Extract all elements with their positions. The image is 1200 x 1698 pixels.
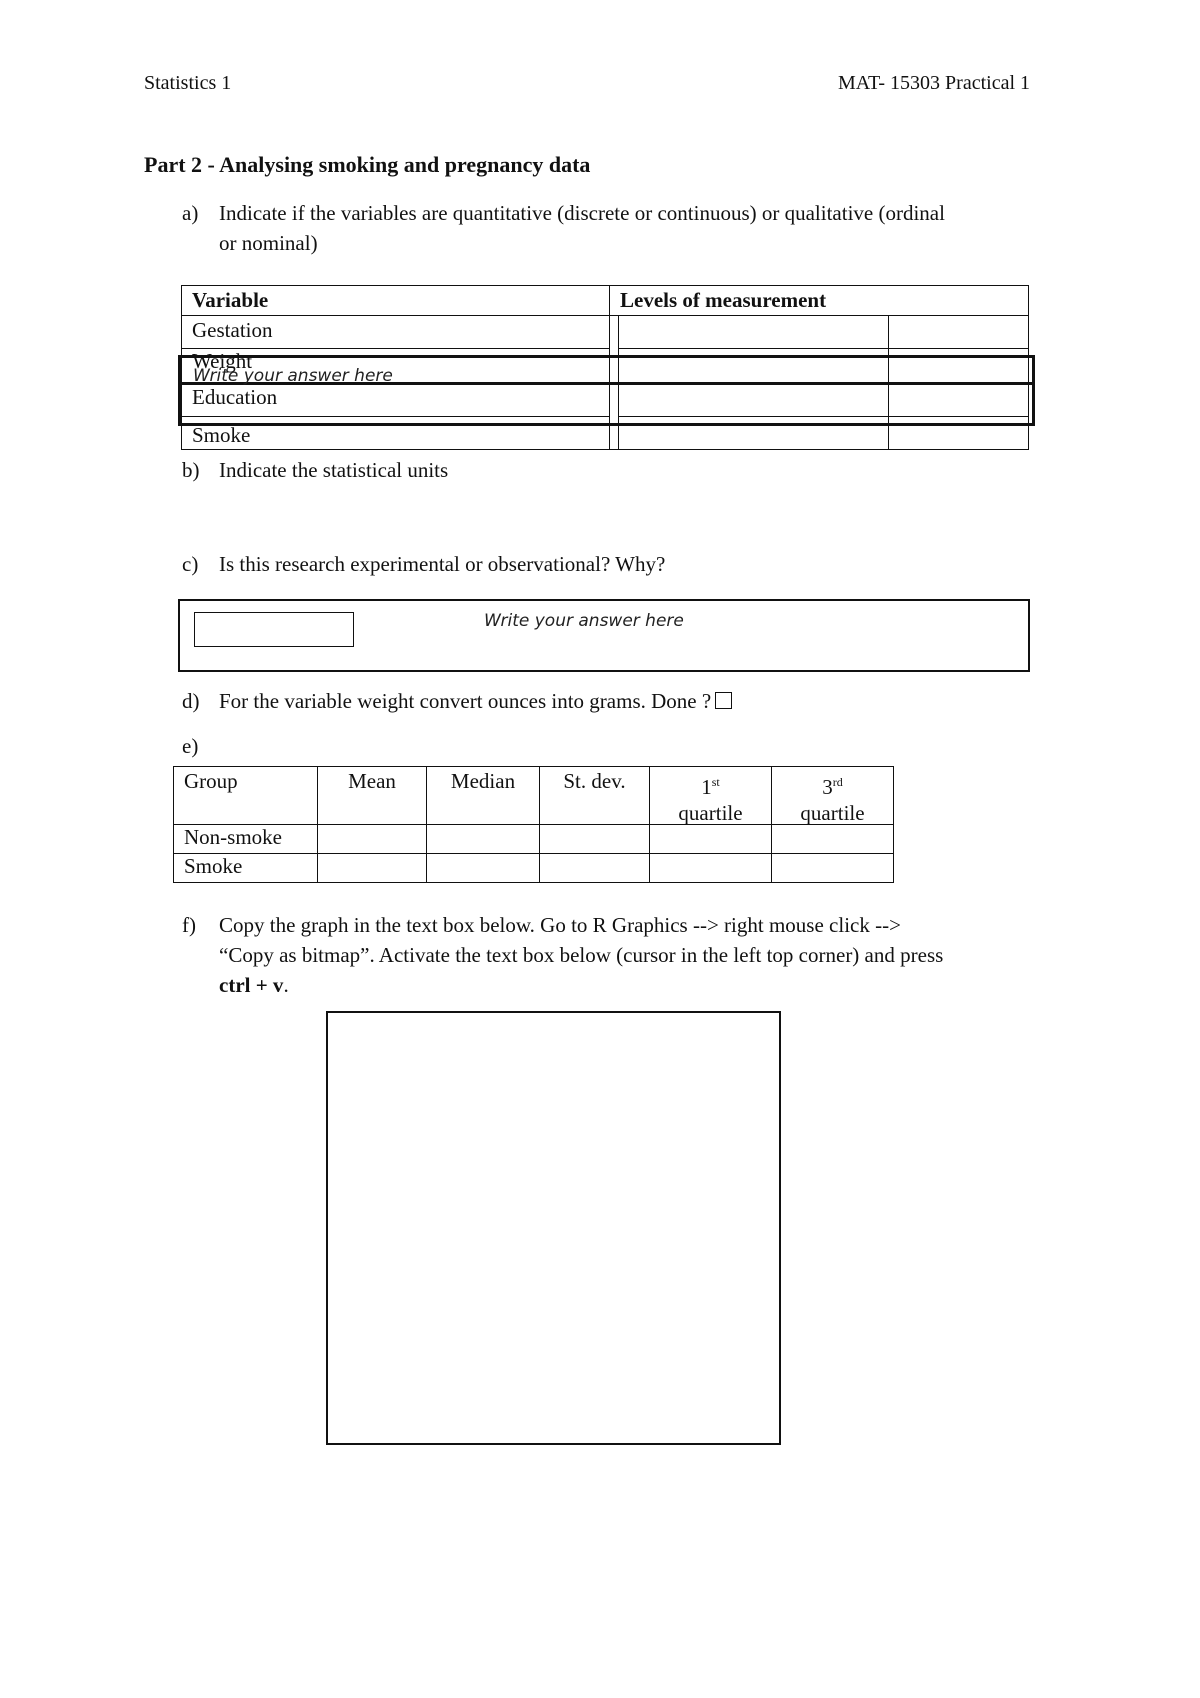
table-row-smoke: Smoke [181,416,610,450]
stats-cell[interactable] [426,824,540,854]
table-row-weight: Weight [181,348,610,383]
done-checkbox[interactable] [715,692,732,709]
answer-box-c-inner[interactable] [194,612,354,647]
overlay-answer-hint: Write your answer here [193,366,393,386]
stats-header-stdev: St. dev. [539,766,650,825]
stats-header-q1-sup: st [711,775,720,789]
question-d-text: For the variable weight convert ounces into grams. Done ? [219,689,712,713]
stats-header-q1 [649,766,772,825]
stats-cell[interactable] [317,824,427,854]
question-f-line1: Copy the graph in the text box below. Go to R Graphics --> right mouse click --> [219,913,901,937]
table-header-levels: Levels of measurement [609,285,1029,316]
question-d-label: d) [182,689,200,713]
graph-paste-box[interactable] [326,1011,781,1445]
question-a [182,198,1082,260]
question-b-label: b) [182,458,200,482]
stats-cell[interactable] [539,853,650,883]
question-d [182,686,1082,716]
answer-cell-gestation-2[interactable] [888,315,1029,349]
stats-header-q1-word: quartile [678,801,743,825]
question-a-line1: Indicate if the variables are quantitative (discrete or continuous) or qualitative (ordinal [219,201,945,225]
stats-row-smoke: Smoke [173,853,318,883]
stats-cell[interactable] [771,824,894,854]
table-row-gestation: Gestation [181,315,610,349]
header-practical: MAT- 15303 Practical 1 [838,72,1031,94]
stats-cell[interactable] [539,824,650,854]
stats-header-q3-word: quartile [800,801,865,825]
stats-cell[interactable] [426,853,540,883]
stats-header-mean: Mean [317,766,427,825]
stats-cell[interactable] [771,853,894,883]
stats-header-q3-num: 3 [822,775,833,799]
question-f [182,910,1102,1002]
question-b [182,455,1082,485]
part-title: Part 2 - Analysing smoking and pregnancy data [144,152,591,177]
question-b-text: Indicate the statistical units [219,458,449,482]
stats-cell[interactable] [649,853,772,883]
question-f-period: . [283,973,289,997]
stats-header-q1-num: 1 [701,775,712,799]
answer-box-c-hint: Write your answer here [484,611,684,631]
question-f-line2: “Copy as bitmap”. Activate the text box below (cursor in the left top corner) and press [219,943,944,967]
question-c-label: c) [182,552,199,576]
header-course: Statistics 1 [144,72,232,94]
question-e-label: e) [182,734,199,758]
answer-cell-gestation-1[interactable] [618,315,889,349]
stats-header-q3 [771,766,894,825]
question-f-shortcut: ctrl + v [219,973,284,997]
stats-cell[interactable] [649,824,772,854]
table-row-education: Education [181,382,610,417]
stats-row-nonsmoke: Non-smoke [173,824,318,854]
stats-header-q3-sup: rd [832,775,843,789]
question-f-label: f) [182,913,196,937]
stats-cell[interactable] [317,853,427,883]
question-c [182,549,1082,579]
question-c-text: Is this research experimental or observational? Why? [219,552,666,576]
stats-header-group: Group [173,766,318,825]
stats-header-median: Median [426,766,540,825]
table-header-variable: Variable [181,285,610,316]
question-a-line2: or nominal) [219,231,318,255]
question-a-label: a) [182,201,199,225]
